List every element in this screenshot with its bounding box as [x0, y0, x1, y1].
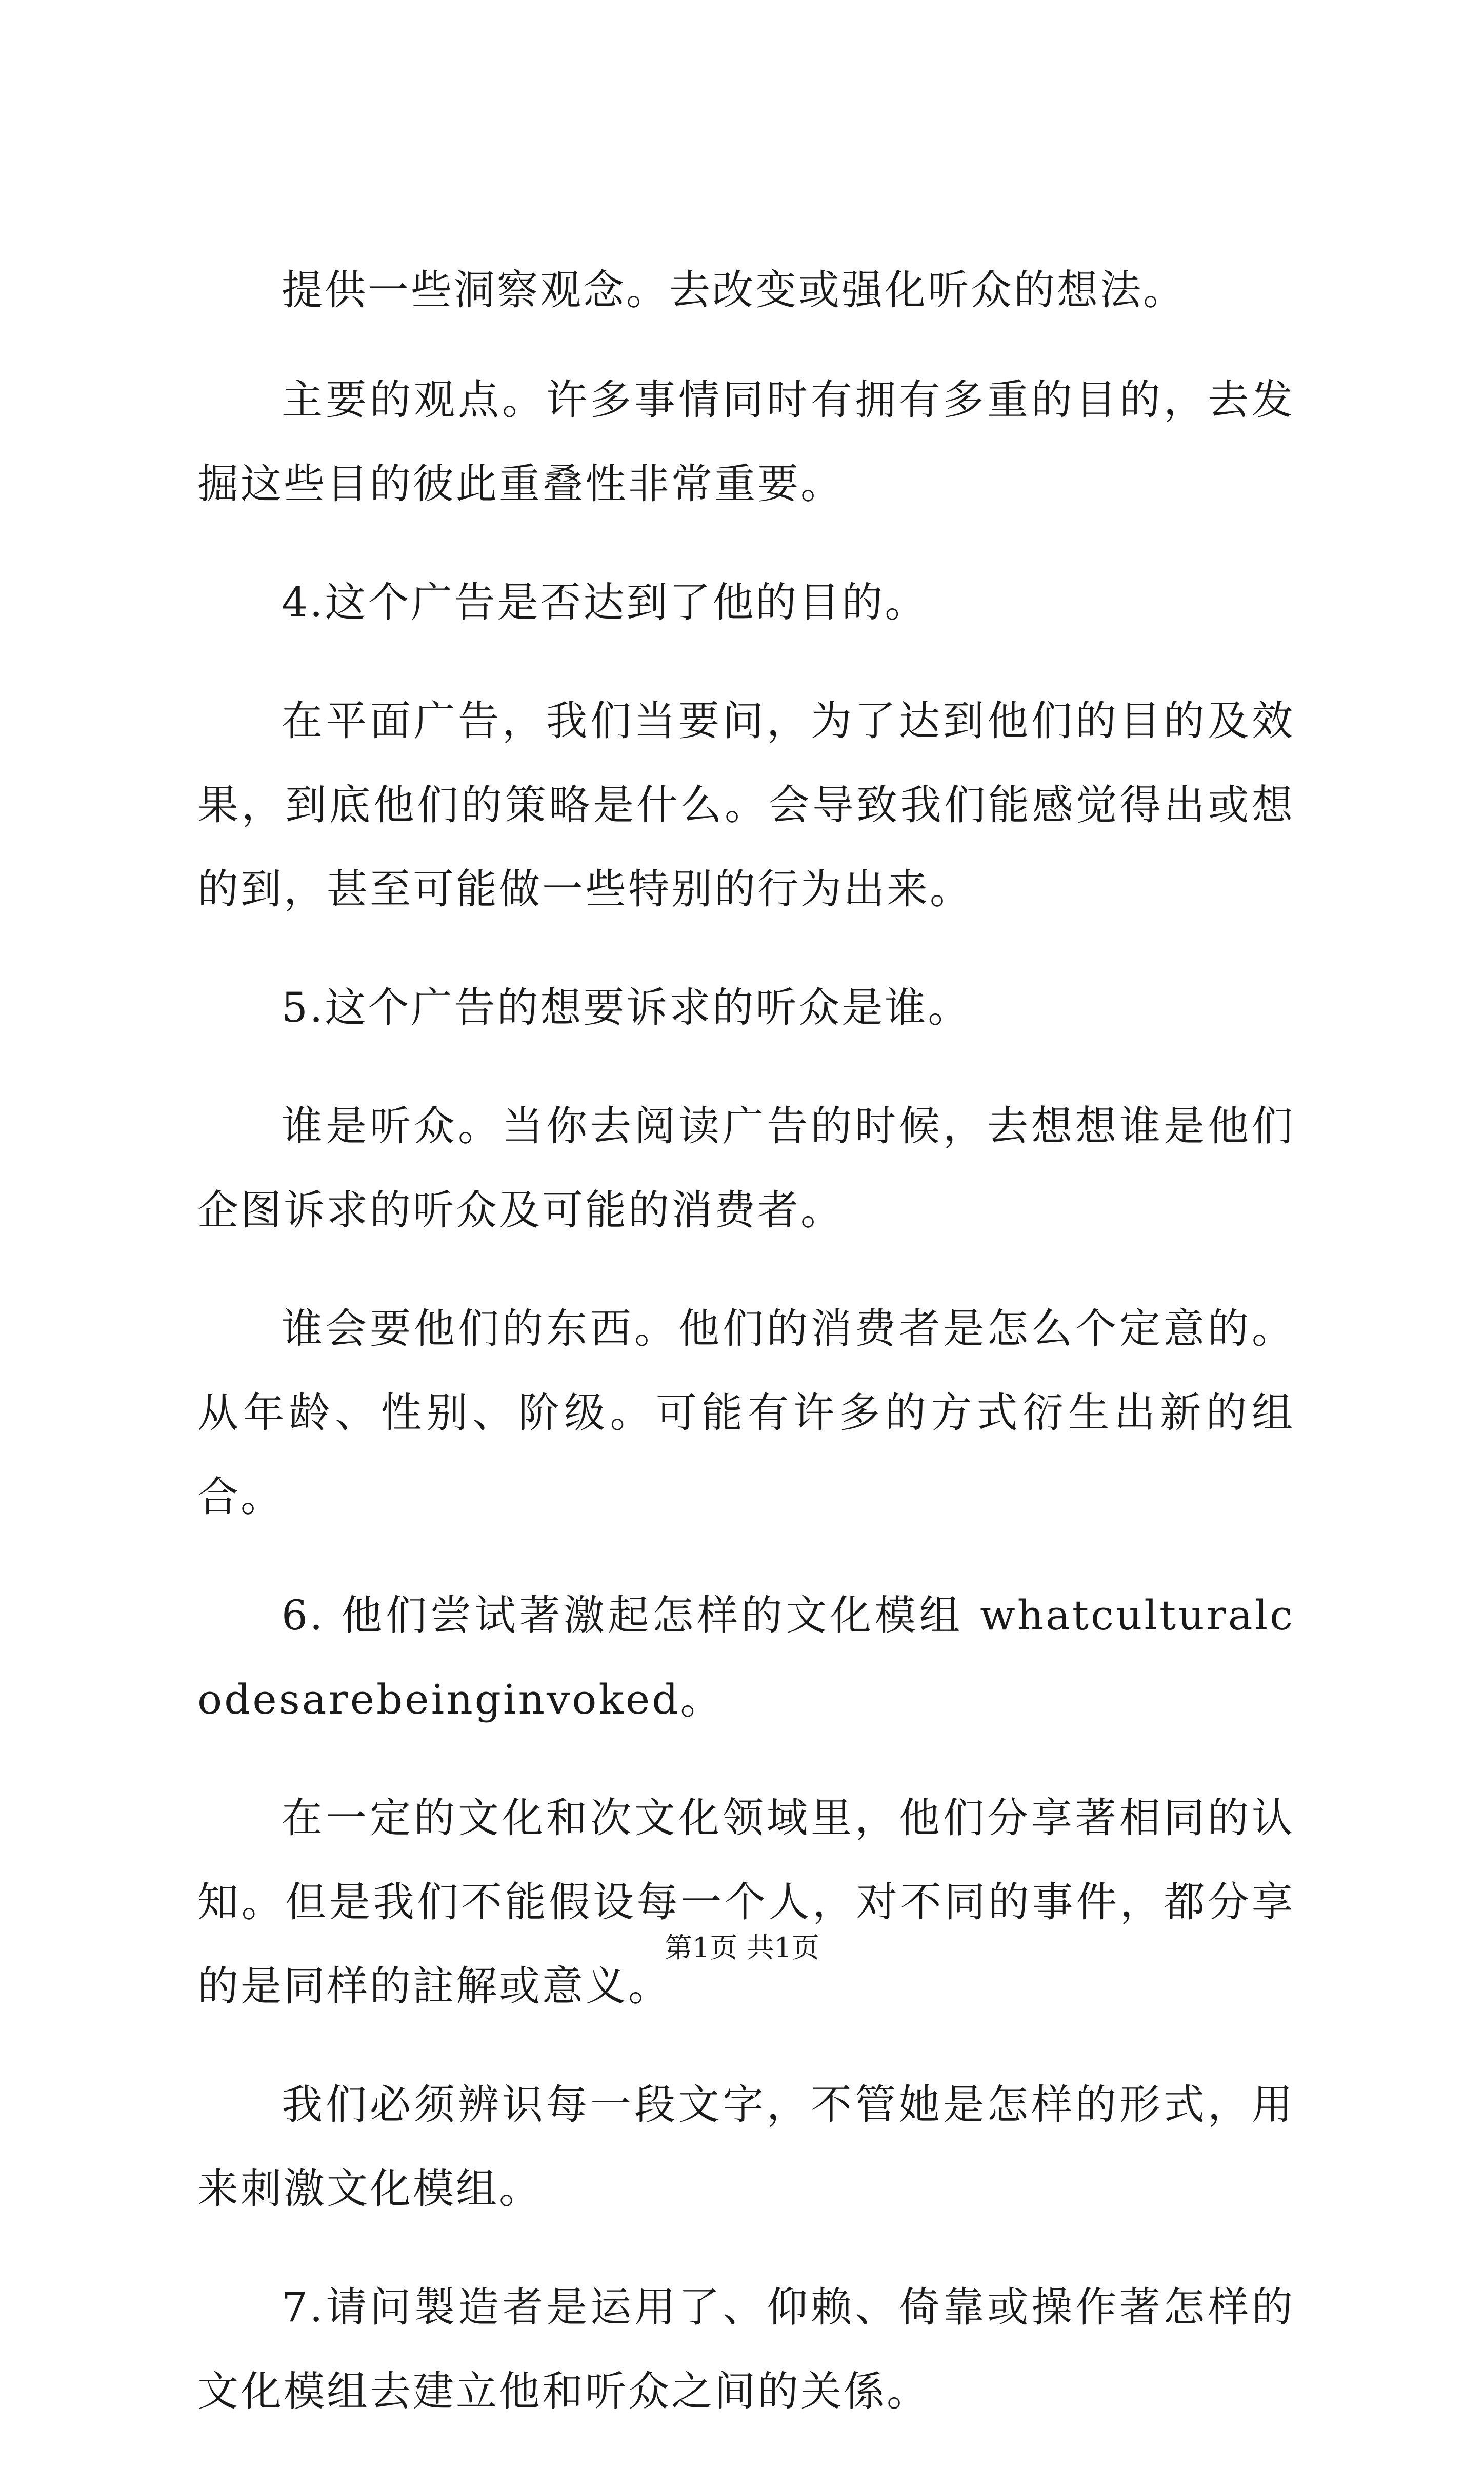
- paragraph-3: 4.这个广告是否达到了他的目的。: [282, 579, 928, 626]
- paragraph-2: 主要的观点。许多事情同时有拥有多重的目的，去发掘这些目的彼此重叠性非常重要。: [197, 376, 1295, 508]
- paragraph-1: 提供一些洞察观念。去改变或强化听众的想法。: [282, 266, 1186, 314]
- paragraph-11: 7.请问製造者是运用了、仰赖、倚靠或操作著怎样的文化模组去建立他和听众之间的关係。: [197, 2283, 1295, 2415]
- document-body: [197, 248, 1295, 2468]
- page-footer: 第1页 共1页: [665, 1932, 819, 1964]
- paragraph-4: 在平面广告，我们当要问，为了达到他们的目的及效果，到底他们的策略是什么。会导致我们能感觉得出或想的到，甚至可能做一些特别的行为出来。: [197, 697, 1295, 913]
- paragraph-7: 谁会要他们的东西。他们的消费者是怎么个定意的。从年龄、性别、阶级。可能有许多的方式衍生出新的组合。: [197, 1305, 1295, 1521]
- paragraph-9: 在一定的文化和次文化领域里，他们分享著相同的认知。但是我们不能假设每一个人，对不同的事件，都分享的是同样的註解或意义。: [197, 1794, 1295, 2010]
- paragraph-8: 6. 他们尝试著激起怎样的文化模组 whatculturalcodesarebeinginvoked。: [197, 1591, 1295, 1723]
- paragraph-10: 我们必须辨识每一段文字，不管她是怎样的形式，用来刺激文化模组。: [197, 2081, 1295, 2213]
- paragraph-5: 5.这个广告的想要诉求的听众是谁。: [282, 984, 971, 1031]
- paragraph-6: 谁是听众。当你去阅读广告的时候，去想想谁是他们企图诉求的听众及可能的消费者。: [197, 1102, 1295, 1234]
